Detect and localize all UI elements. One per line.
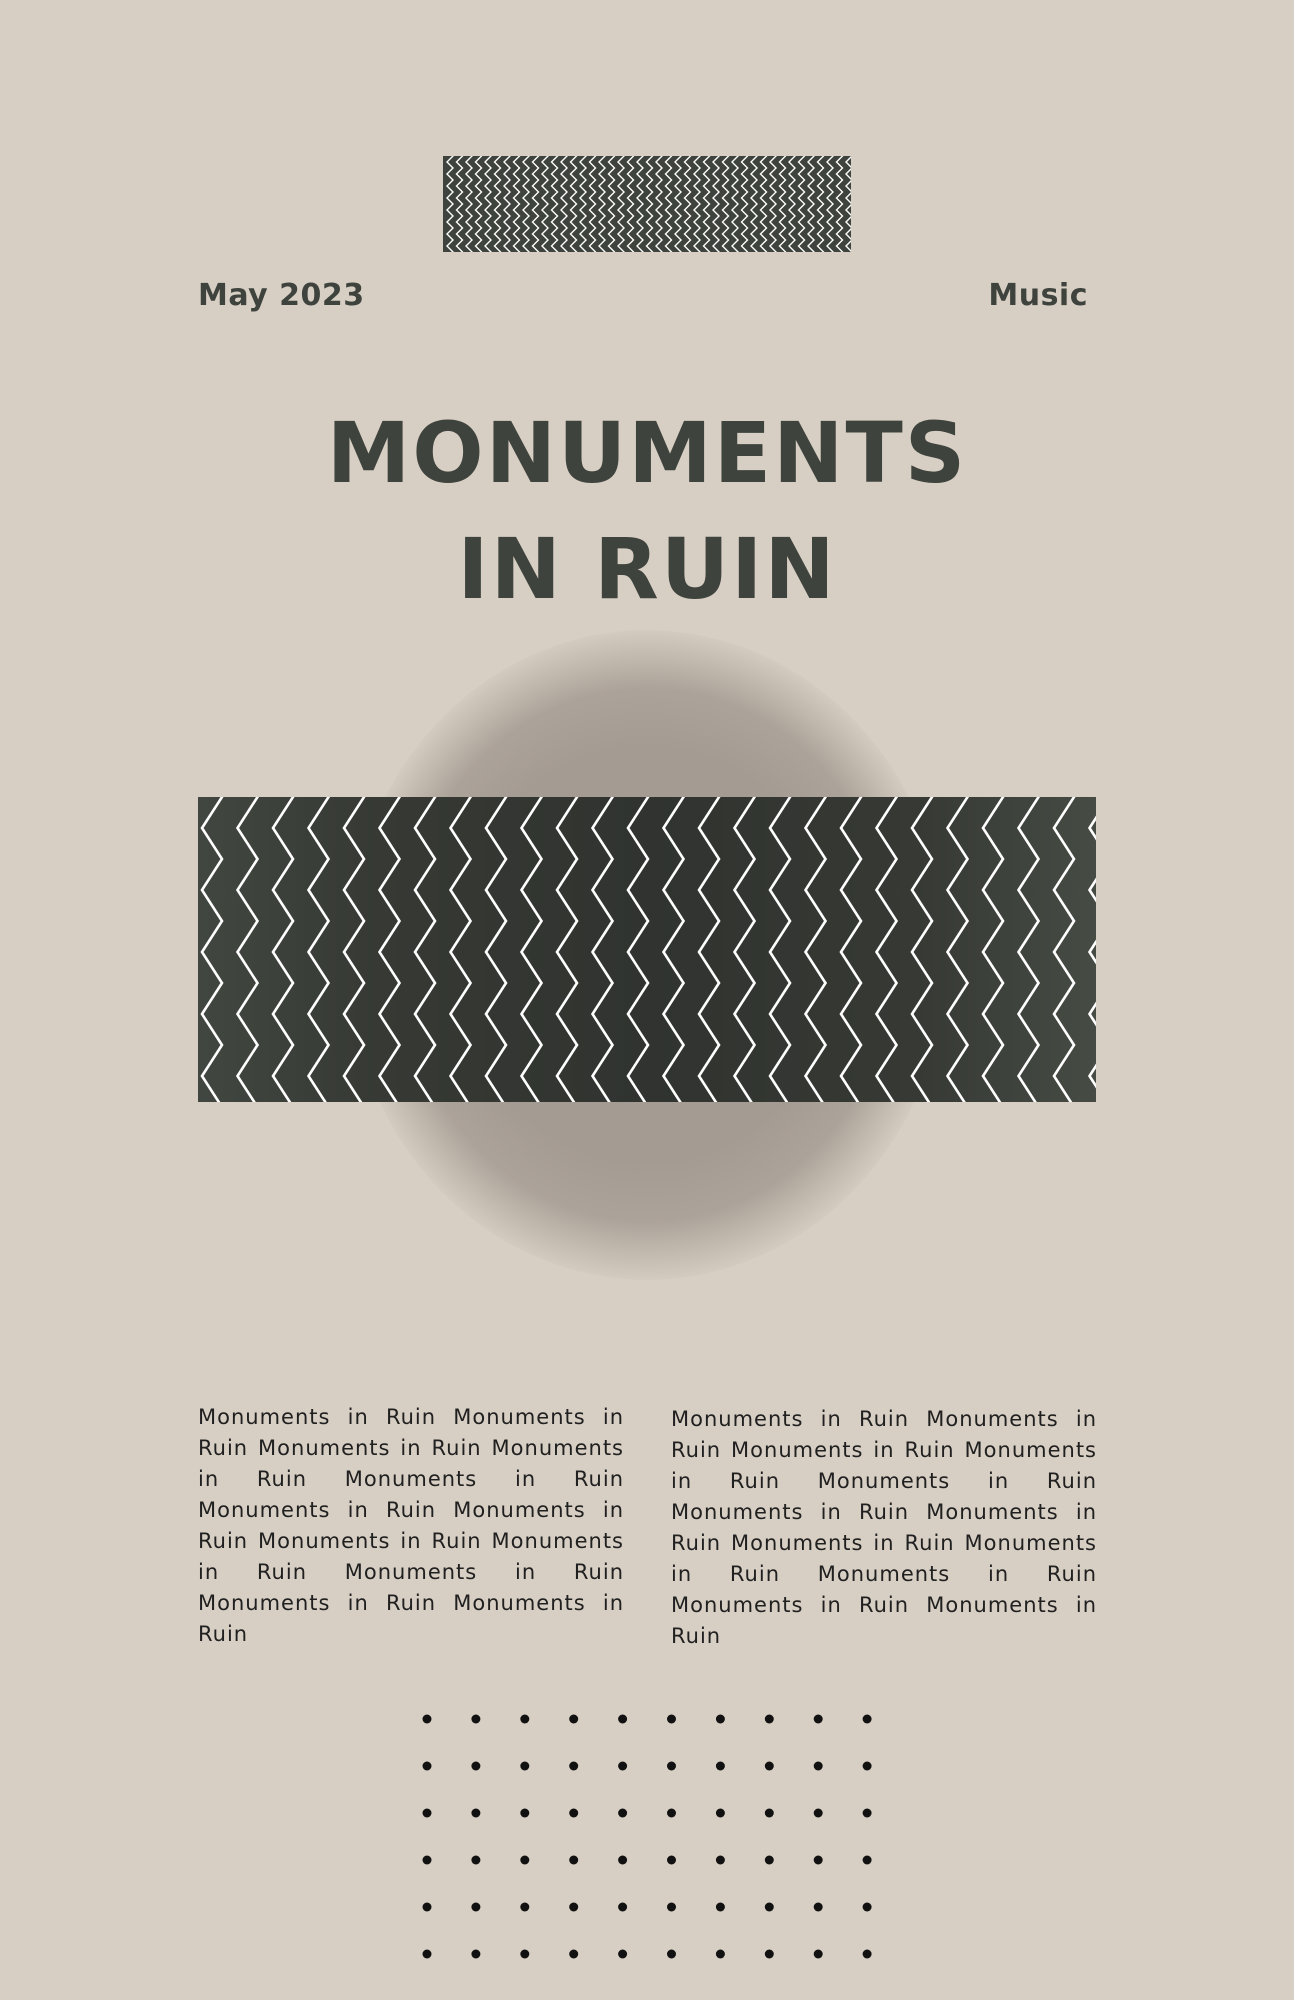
grid-dot: [423, 1856, 432, 1865]
body-column-left: Monuments in Ruin Monuments in Ruin Monuments in Ruin Monuments in Ruin Monuments in Ruin Monuments in Ruin Monuments in Ruin Monuments in Ruin Monuments in Ruin Monuments in Ruin Monuments in Ruin Monuments in Ruin: [198, 1405, 624, 1646]
zigzag-line: [542, 156, 548, 252]
zigzag-line: [818, 156, 824, 252]
grid-dot: [618, 1809, 627, 1818]
grid-dot: [667, 1809, 676, 1818]
grid-dot: [618, 1950, 627, 1959]
zigzag-line: [699, 797, 719, 1102]
zigzag-line: [609, 156, 615, 252]
title-line-1: MONUMENTS: [326, 404, 968, 502]
grid-dot: [520, 1715, 529, 1724]
grid-dot: [520, 1809, 529, 1818]
zigzag-line: [552, 156, 558, 252]
grid-dot: [667, 1856, 676, 1865]
grid-dot: [765, 1856, 774, 1865]
grid-dot: [667, 1762, 676, 1771]
zigzag-line: [504, 156, 510, 252]
grid-dot: [520, 1950, 529, 1959]
zigzag-line: [415, 797, 435, 1102]
grid-dot: [863, 1856, 872, 1865]
zigzag-line: [664, 797, 684, 1102]
zigzag-line: [238, 797, 258, 1102]
body-column-right: Monuments in Ruin Monuments in Ruin Monuments in Ruin Monuments in Ruin Monuments in Ruin Monuments in Ruin Monuments in Ruin Monuments in Ruin Monuments in Ruin Monuments in Ruin Monuments in Ruin Monuments in Ruin: [671, 1407, 1097, 1648]
grid-dot: [716, 1762, 725, 1771]
zigzag-line: [486, 797, 506, 1102]
grid-dot: [618, 1715, 627, 1724]
grid-dot: [765, 1950, 774, 1959]
grid-dot: [618, 1856, 627, 1865]
zigzag-line: [380, 797, 400, 1102]
dot-grid-icon: [403, 1699, 883, 1969]
zigzag-line: [685, 156, 691, 252]
zigzag-line: [557, 797, 577, 1102]
zigzag-line: [599, 156, 605, 252]
zigzag-pattern-icon: [198, 797, 1096, 1102]
zigzag-line: [656, 156, 662, 252]
grid-dot: [667, 1950, 676, 1959]
zigzag-line: [841, 797, 861, 1102]
zigzag-line: [799, 156, 805, 252]
zigzag-line: [770, 156, 776, 252]
zigzag-line: [666, 156, 672, 252]
grid-dot: [716, 1809, 725, 1818]
zigzag-line: [466, 156, 472, 252]
zigzag-line: [522, 797, 542, 1102]
zigzag-line: [912, 797, 932, 1102]
grid-dot: [423, 1809, 432, 1818]
zigzag-line: [761, 156, 767, 252]
zigzag-line: [735, 797, 755, 1102]
grid-dot: [520, 1903, 529, 1912]
grid-dot: [716, 1856, 725, 1865]
zigzag-line: [770, 797, 790, 1102]
zigzag-pattern-icon: [443, 156, 851, 252]
grid-dot: [863, 1903, 872, 1912]
zigzag-line: [675, 156, 681, 252]
grid-dot: [569, 1950, 578, 1959]
grid-dot: [569, 1762, 578, 1771]
zigzag-line: [457, 156, 463, 252]
issue-date: May 2023: [198, 278, 365, 313]
grid-dot: [569, 1715, 578, 1724]
zigzag-line: [202, 797, 222, 1102]
grid-dot: [471, 1903, 480, 1912]
zigzag-line: [590, 156, 596, 252]
grid-dot: [765, 1809, 774, 1818]
grid-dot: [520, 1762, 529, 1771]
grid-dot: [618, 1762, 627, 1771]
zigzag-line: [751, 156, 757, 252]
grid-dot: [471, 1715, 480, 1724]
top-zigzag-pattern: [443, 156, 851, 252]
zigzag-line: [877, 797, 897, 1102]
zigzag-line: [846, 156, 851, 252]
grid-dot: [423, 1950, 432, 1959]
grid-dot: [814, 1950, 823, 1959]
grid-dot: [814, 1856, 823, 1865]
zigzag-line: [637, 156, 643, 252]
zigzag-line: [694, 156, 700, 252]
grid-dot: [863, 1950, 872, 1959]
page-title: [0, 395, 1294, 627]
grid-dot: [471, 1950, 480, 1959]
zigzag-line: [514, 156, 520, 252]
zigzag-line: [344, 797, 364, 1102]
zigzag-line: [618, 156, 624, 252]
grid-dot: [569, 1903, 578, 1912]
zigzag-line: [789, 156, 795, 252]
zigzag-line: [523, 156, 529, 252]
grid-dot: [814, 1715, 823, 1724]
zigzag-line: [485, 156, 491, 252]
grid-dot: [471, 1809, 480, 1818]
zigzag-line: [713, 156, 719, 252]
zigzag-line: [948, 797, 968, 1102]
grid-dot: [423, 1715, 432, 1724]
grid-dot: [765, 1715, 774, 1724]
zigzag-line: [447, 156, 453, 252]
grid-dot: [765, 1903, 774, 1912]
grid-dot: [569, 1856, 578, 1865]
zigzag-line: [273, 797, 293, 1102]
zigzag-line: [628, 797, 648, 1102]
grid-dot: [471, 1762, 480, 1771]
zigzag-line: [593, 797, 613, 1102]
grid-dot: [569, 1809, 578, 1818]
zigzag-line: [780, 156, 786, 252]
grid-dot: [423, 1762, 432, 1771]
zigzag-line: [704, 156, 710, 252]
zigzag-line: [808, 156, 814, 252]
zigzag-line: [451, 797, 471, 1102]
zigzag-line: [1090, 797, 1097, 1102]
zigzag-line: [827, 156, 833, 252]
hero-zigzag-pattern: [198, 797, 1096, 1102]
zigzag-line: [580, 156, 586, 252]
grid-dot: [863, 1809, 872, 1818]
grid-dot: [520, 1856, 529, 1865]
grid-dot: [423, 1903, 432, 1912]
grid-dot: [667, 1903, 676, 1912]
zigzag-line: [732, 156, 738, 252]
zigzag-line: [647, 156, 653, 252]
zigzag-line: [571, 156, 577, 252]
zigzag-line: [561, 156, 567, 252]
grid-dot: [471, 1856, 480, 1865]
grid-dot: [863, 1762, 872, 1771]
grid-dot: [863, 1715, 872, 1724]
grid-dot: [716, 1715, 725, 1724]
zigzag-line: [476, 156, 482, 252]
zigzag-line: [533, 156, 539, 252]
grid-dot: [667, 1715, 676, 1724]
zigzag-line: [806, 797, 826, 1102]
zigzag-line: [723, 156, 729, 252]
grid-dot: [716, 1903, 725, 1912]
category-label: Music: [988, 278, 1088, 313]
grid-dot: [716, 1950, 725, 1959]
grid-dot: [814, 1903, 823, 1912]
zigzag-line: [495, 156, 501, 252]
grid-dot: [814, 1809, 823, 1818]
title-line-2: IN RUIN: [457, 520, 837, 618]
grid-dot: [814, 1762, 823, 1771]
zigzag-line: [309, 797, 329, 1102]
grid-dot: [765, 1762, 774, 1771]
zigzag-line: [983, 797, 1003, 1102]
grid-dot: [618, 1903, 627, 1912]
zigzag-line: [837, 156, 843, 252]
zigzag-line: [1019, 797, 1039, 1102]
zigzag-line: [1054, 797, 1074, 1102]
zigzag-line: [742, 156, 748, 252]
zigzag-line: [628, 156, 634, 252]
